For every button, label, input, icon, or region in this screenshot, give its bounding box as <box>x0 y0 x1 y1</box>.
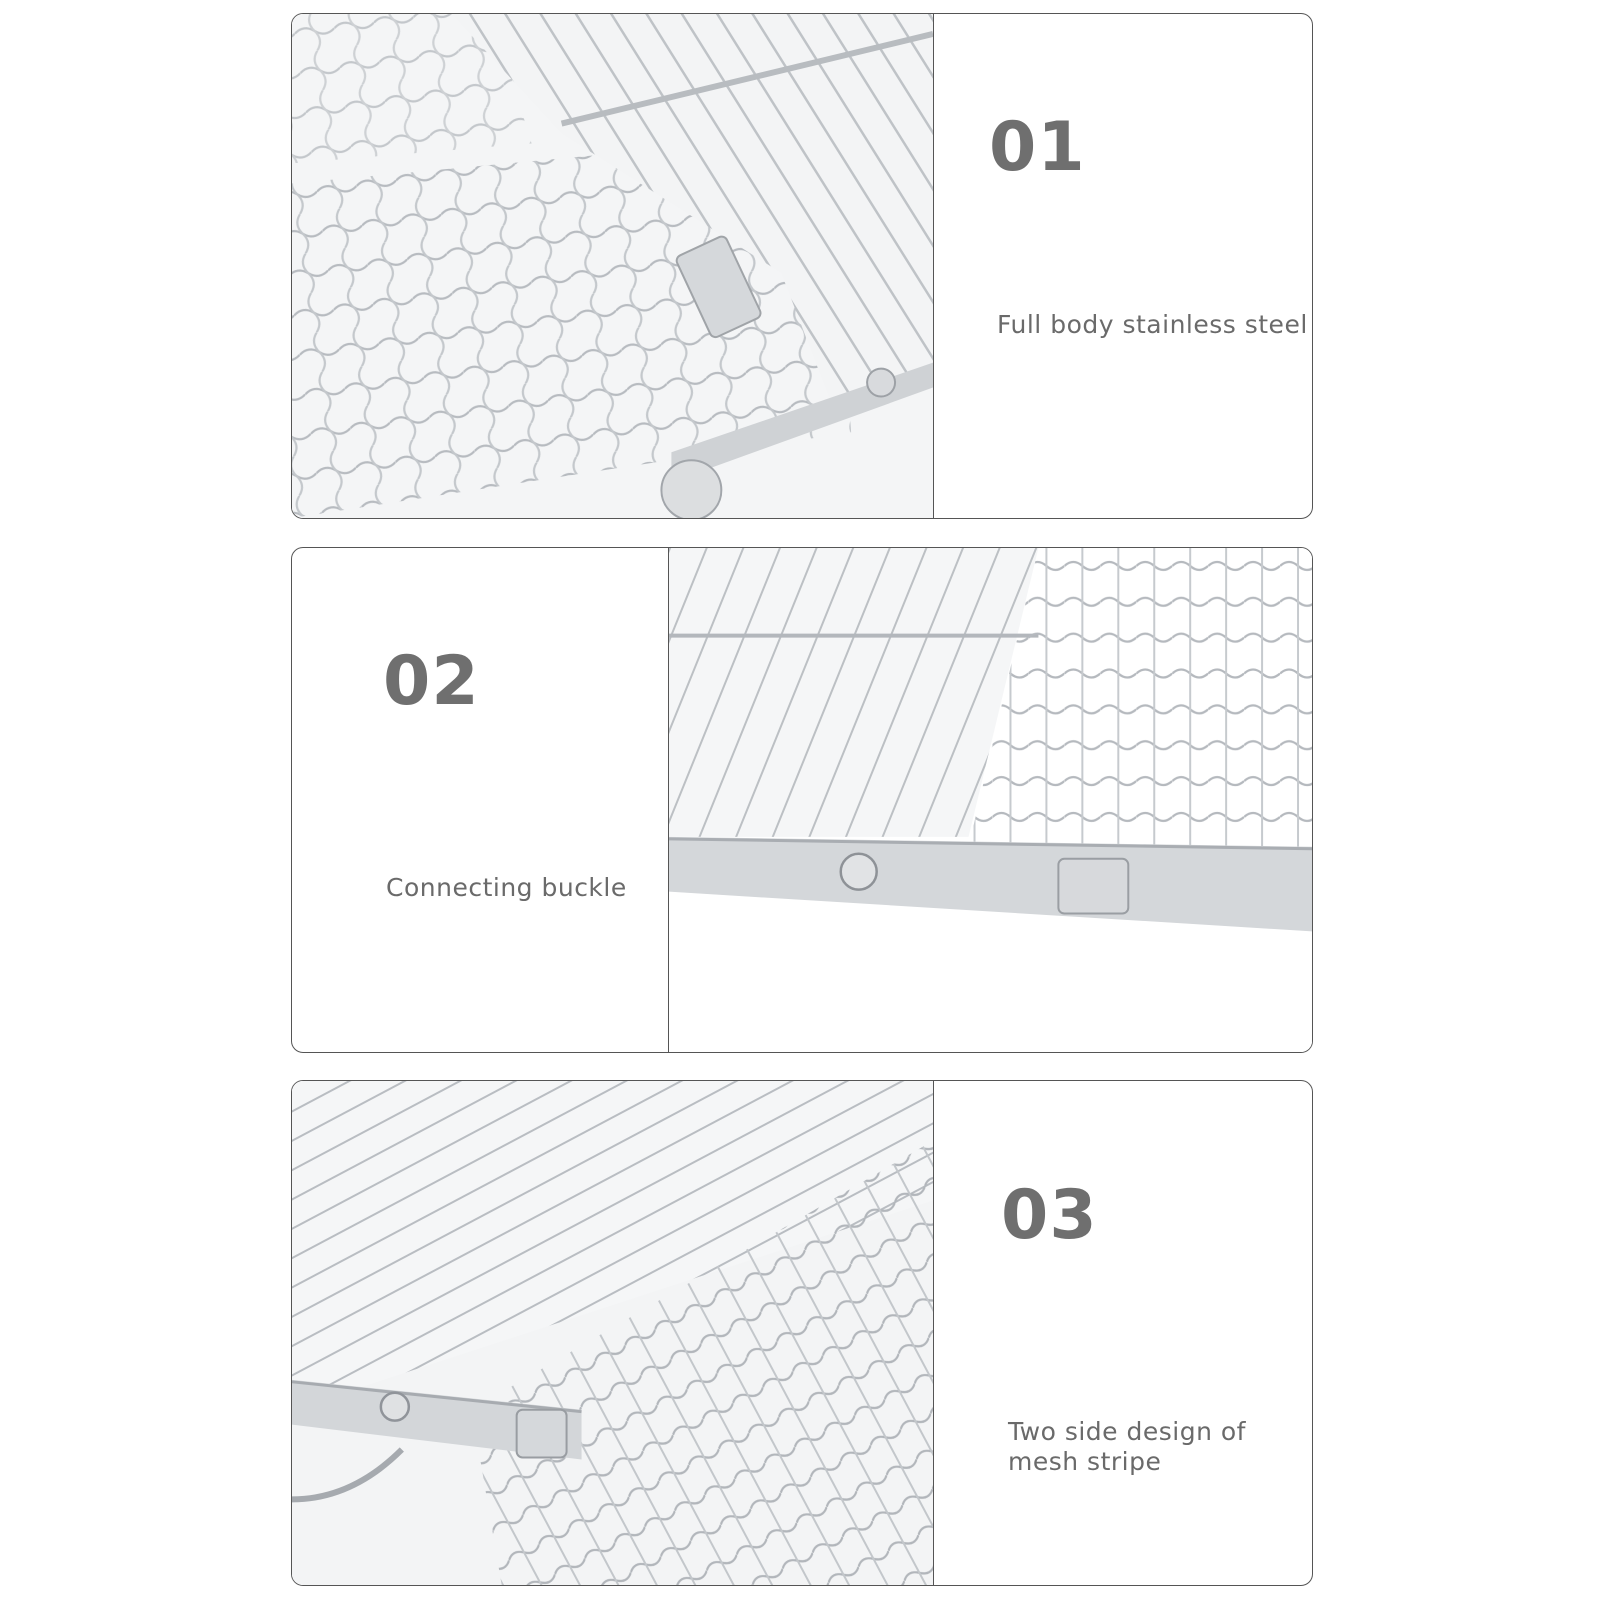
feature-card-2 <box>291 547 1313 1053</box>
grill-mesh-image <box>292 14 933 518</box>
grill-buckle-image <box>669 548 1313 1052</box>
feature-card-3 <box>291 1080 1313 1586</box>
grill-photo-buckle <box>668 548 1313 1052</box>
feature-number-3: 03 <box>1001 1176 1098 1255</box>
feature-caption-1: Full body stainless steel <box>997 310 1308 339</box>
feature-card-1 <box>291 13 1313 519</box>
grill-photo-steel <box>292 14 934 518</box>
grill-photo-two-side <box>292 1081 934 1585</box>
feature-caption-3: Two side design of mesh stripe <box>1008 1417 1246 1476</box>
feature-number-2: 02 <box>383 642 480 721</box>
grill-two-side-image <box>292 1081 933 1585</box>
feature-caption-2: Connecting buckle <box>386 873 627 902</box>
feature-number-1: 01 <box>989 108 1086 187</box>
